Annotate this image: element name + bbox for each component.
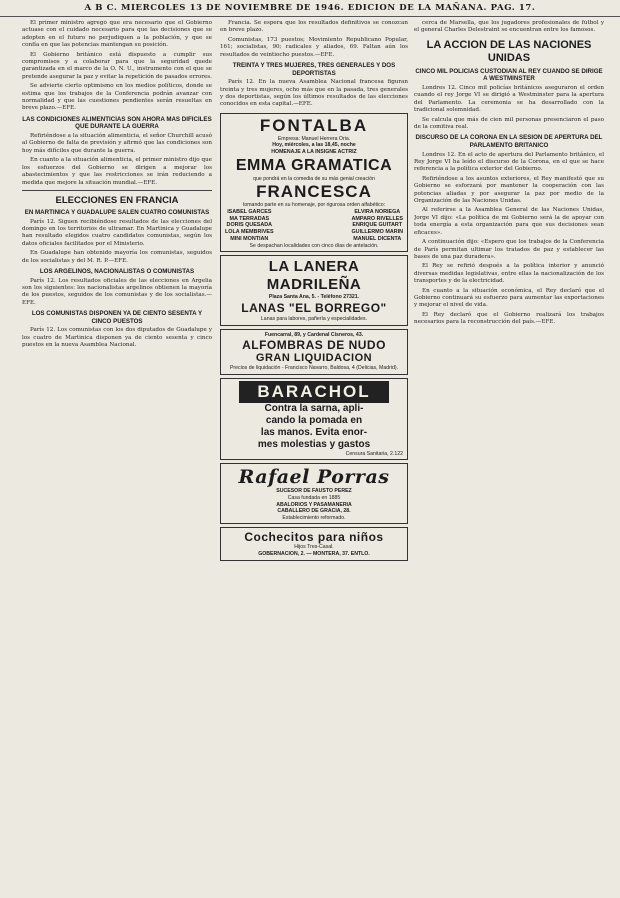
paragraph: Al referirse a la Asamblea General de las Naciones Unidas, Jorge VI dijo: «La política de mi Gobierno será la de apoyar con toda energía a esta organización para que sus decisiones sean eficaces».: [414, 207, 604, 236]
column-right: [414, 20, 604, 894]
paragraph: El Rey se refirió después a la política interior y anunció diversas medidas legislativas, entre ellas la nacionalización de los transportes y de la electricidad.: [414, 263, 604, 285]
ad-fontalba: [220, 113, 408, 253]
ad-text: Lanas para labores, pañería y especialidades.: [260, 315, 368, 322]
column-center: [220, 20, 408, 894]
ad-text: Se despachan localidades con cinco días de antelación.: [249, 242, 379, 249]
names-right: [351, 209, 403, 243]
ad-barachol: [220, 378, 408, 461]
name: ELVIRA NORIEGA: [354, 208, 401, 215]
ad-text: que pondrá en la comedia de su más genial creación: [253, 175, 375, 182]
section-heading: TREINTA Y TRES MUJERES, TRES GENERALES Y DOS DEPORTISTAS: [232, 62, 396, 77]
ad-text: tomando parte en su homenaje, por rigurosa orden alfabético:: [242, 202, 386, 209]
ad-title: Rafael Porras: [238, 466, 390, 489]
name: GUILLERMO MARIN: [351, 229, 403, 236]
section-subtitle: DISCURSO DE LA CORONA EN LA SESION DE APERTURA DEL PARLAMENTO BRITANICO: [415, 134, 603, 150]
ad-star: FRANCESCA: [256, 182, 372, 202]
ad-text: cando la pomada en: [265, 414, 363, 426]
paragraph: Londres 12. Cinco mil policías británicos aseguraron el orden cuando el rey Jorge VI se dirigió a Westminster para la apertura del Parlamento. La ceremonia se ha desarrollado con la tradicional solemnidad.: [414, 85, 604, 114]
paragraph: A continuación dijo: «Espero que los trabajos de la Conferencia de París permitan ultimar los tratados de paz y establecer las bases de una paz duradera».: [414, 239, 604, 260]
paragraph: El Gobierno británico está dispuesto a cumplir sus compromisos y a colaborar para que la seguridad quede garantizada en el marco de la O. N. U., instrumento con el que se pretende asegurar la paz y evitar la repetición de pasados errores.: [22, 51, 212, 80]
name: MANUEL DICENTA: [353, 236, 402, 242]
section-heading: LAS CONDICIONES ALIMENTICIAS SON AHORA MAS DIFICILES QUE DURANTE LA GUERRA: [22, 115, 212, 131]
column-left: [22, 20, 212, 894]
paragraph: París 12. Siguen recibiéndose resultados de las elecciones del domingo en los territorios de ultramar. En Martinica y Guadalupe han resultado elegidos cuatro candidatos comunistas, según los datos oficiales facilitados por el Ministerio.: [22, 218, 212, 247]
ad-names: [225, 209, 403, 243]
section-subtitle: CINCO MIL POLICIAS CUSTODIAN AL REY CUANDO SE DIRIGE A WESTMINSTER: [415, 67, 603, 83]
ad-subtitle: GRAN LIQUIDACION: [255, 352, 373, 365]
ad-text: Censura Sanitaria, 2.122: [345, 450, 403, 457]
page-header: A B C. MIERCOLES 13 DE NOVIEMBRE DE 1946. EDICION DE LA MAÑANA. PAG. 17.: [0, 0, 620, 17]
section-title: LA ACCION DE LAS NACIONES UNIDAS: [426, 38, 592, 64]
ad-text: Plaza Santa Ana, 5. - Teléfono 27321.: [268, 294, 360, 301]
section-title: ELECCIONES EN FRANCIA: [55, 194, 179, 206]
ad-subtitle: LANAS "EL BORREGO": [241, 300, 387, 315]
paragraph: París 12. En la nueva Asamblea Nacional francesa figuran treinta y tres mujeres, ocho más que en la pasada, tres generales y dos deportistas, según los últimos resultados de las elecciones conocidos en esta capital.—EFE.: [220, 79, 408, 108]
paragraph: París 12. Los resultados oficiales de las elecciones en Argelia son los siguientes: los nacionalistas argelinos obtienen la mayoría de los puestos, seguidos de los comunistas y de los socialistas.—EFE.: [22, 277, 212, 306]
names-left: [225, 209, 274, 243]
ad-text: Hoy, miércoles, a las 18,45, noche: [272, 142, 356, 149]
ad-star: EMMA GRAMATICA: [235, 156, 393, 174]
name: AMPARO RIVELLES: [351, 215, 403, 222]
paragraph: Francia. Se espera que los resultados definitivos se conozcan en breve plazo.: [220, 20, 408, 34]
ad-text: CABALLERO DE GRACIA, 28.: [277, 508, 351, 515]
ad-title: ALFOMBRAS DE NUDO: [242, 338, 386, 353]
ad-alfombras: [220, 329, 408, 375]
ad-text: mes molestias y gastos: [257, 438, 371, 450]
name: DORIS QUESADA: [226, 222, 273, 229]
paragraph: Se advierte cierto optimismo en los medios políticos, donde se estima que los trabajos de la Conferencia podrán avanzar con normalidad y que las cuestiones pendientes serán resueltas en breve plazo.—EFE.: [22, 83, 212, 112]
paragraph: El primer ministro agregó que era necesario que el Gobierno actuase con el cuidado necesario para que las decisiones que se adopten en el futuro no perjudiquen a la población, y que se confía en que las potencias mantengan su posición.: [22, 20, 212, 49]
ad-text: ABALORIOS Y PASAMANERIA: [276, 501, 352, 508]
ad-text: Precios de liquidación - Francisco Navarro, Baldosa, 4 (Delicias, Madrid).: [229, 365, 399, 372]
section-heading: LOS ARGELINOS, NACIONALISTAS O COMUNISTAS: [39, 267, 195, 275]
ad-brand: BARACHOL: [239, 381, 389, 403]
ad-title: FONTALBA: [259, 115, 369, 135]
ad-text: Empresa: Manuel Herrera Oria.: [277, 135, 351, 142]
ad-text: Establecimiento reformado.: [282, 514, 346, 521]
paragraph: En cuanto a la situación alimenticia, el primer ministro dijo que los esfuerzos del Gobierno se dirigen a mejorar los abastecimientos y que las restricciones se irán reduciendo a medida que mejore la situación mundial.—EFE.: [22, 157, 212, 186]
ad-lanera: [220, 255, 408, 325]
section-subtitle: EN MARTINICA Y GUADALUPE SALEN CUATRO COMUNISTAS: [24, 208, 210, 216]
ad-text: Fuencarral, 89, y Cardenal Cisneros, 43.: [264, 331, 364, 338]
paragraph: cerca de Marsella, que los jugadores profesionales de fútbol y el general Charles Delestraint se encuentran entre los famosos.: [414, 20, 604, 34]
name: MA TERRADAS: [229, 215, 270, 222]
name: ISABEL GARCES: [227, 208, 272, 215]
name: MINI MONTIAN: [230, 236, 269, 242]
ad-text: Hijos Tres-Casal.: [294, 544, 334, 551]
ad-text: Casa fundada en 1885: [287, 494, 341, 501]
ad-text: Contra la sarna, apli-: [264, 402, 364, 414]
ad-text: HOMENAJE A LA INSIGNE ACTRIZ: [271, 149, 357, 156]
paragraph: En Guadalupe han obtenido mayoría los comunistas, seguidos de los socialistas y del M. R. P.—EFE.: [22, 250, 212, 264]
ad-title: LA LANERA MADRILEÑA: [266, 258, 362, 294]
ad-text: las manos. Evita enor-: [260, 426, 368, 438]
paragraph: Refiriéndose a la situación alimenticia, el señor Churchill acusó al Gobierno de falta de previsión y afirmó que las condiciones son hoy más difíciles que durante la guerra.: [22, 133, 212, 154]
paragraph: Se calcula que más de cien mil personas presenciaron el paso de la comitiva real.: [414, 116, 604, 131]
ad-text: GOBERNACION, 2. — MONTERA, 37. ENTLO.: [258, 550, 370, 557]
paragraph: Comunistas, 173 puestos; Movimiento Republicano Popular, 161; socialistas, 90; radicales y aliados, 69. Faltan aún los resultados de veintiocho puestos.—EFE.: [220, 36, 408, 58]
ad-text: SUCESOR DE FAUSTO PEREZ: [276, 488, 352, 495]
paragraph: Londres 12. En el acto de apertura del Parlamento británico, el Rey Jorge VI ha leído el discurso de la Corona, en el que se hace referencia a la política exterior del Gobierno.: [414, 151, 604, 173]
paragraph: Refiriéndose a los asuntos exteriores, el Rey manifestó que su Gobierno se esforzará por mantener la cooperación con las potencias aliadas y por asegurar la paz por medio de la Organización de las Naciones Unidas.: [414, 175, 604, 205]
ad-title: Cochecitos para niños: [244, 530, 384, 545]
paragraph: En cuanto a la situación económica, el Rey declaró que el Gobierno continuará su esfuerzo para aumentar las exportaciones y mejorar el nivel de vida.: [414, 287, 604, 309]
section-heading: LOS COMUNISTAS DISPONEN YA DE CIENTO SESENTA Y CINCO PUESTOS: [31, 310, 203, 325]
paragraph: El Rey declaró que el Gobierno realizará los trabajos necesarios para la reconstrucción del país.—EFE.: [414, 311, 604, 326]
divider: [22, 190, 212, 191]
ad-cochecitos: [220, 527, 408, 560]
paragraph: París 12. Los comunistas con los dos diputados de Guadalupe y los cuatro de Martinica disponen ya de ciento sesenta y cinco puestos en la nueva Asamblea Nacional.: [22, 327, 212, 349]
name: ENRIQUE GUITART: [352, 222, 403, 229]
ad-porras: [220, 463, 408, 524]
name: LOLA MEMBRIVES: [225, 229, 274, 236]
